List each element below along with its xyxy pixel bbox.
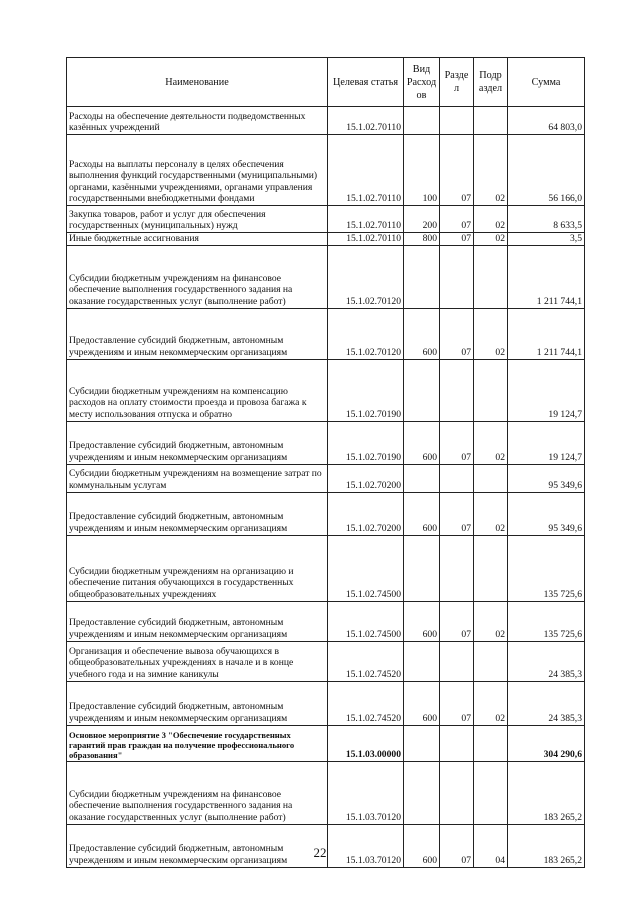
table-row — [67, 359, 585, 421]
row-name: Субсидии бюджетным учреждениям на возмещение затрат по коммунальным услугам — [67, 464, 328, 492]
row-name: Субсидии бюджетным учреждениям на организацию и обеспечение питания обучающихся в государственных общеобразовательных учреждениях — [67, 535, 328, 601]
row-section — [440, 245, 474, 308]
header-target-article: Целевая статья — [328, 58, 404, 107]
row-sum: 56 166,0 — [508, 135, 585, 206]
row-section: 07 — [440, 135, 474, 206]
row-section — [440, 535, 474, 601]
row-expense-type: 200 — [404, 206, 440, 233]
row-expense-type: 600 — [404, 824, 440, 867]
row-subsection: 02 — [474, 601, 508, 641]
row-subsection — [474, 641, 508, 681]
row-section — [440, 107, 474, 135]
table-row — [67, 492, 585, 535]
row-sum: 19 124,7 — [508, 359, 585, 421]
row-name: Предоставление субсидий бюджетным, автономным учреждениям и иным некоммерческим организациям — [67, 492, 328, 535]
row-subsection — [474, 464, 508, 492]
row-section — [440, 464, 474, 492]
row-name: Субсидии бюджетным учреждениям на компенсацию расходов на оплату стоимости проезда и провоза багажа к месту использования отпуска и обратно — [67, 359, 328, 421]
budget-table — [66, 57, 585, 868]
row-subsection — [474, 359, 508, 421]
row-target-article: 15.1.03.70120 — [328, 824, 404, 867]
row-target-article: 15.1.02.70200 — [328, 492, 404, 535]
row-name: Субсидии бюджетным учреждениям на финансовое обеспечение выполнения государственного задания на оказание государственных услуг (выполнение работ) — [67, 761, 328, 824]
row-subsection: 02 — [474, 206, 508, 233]
row-target-article: 15.1.02.70190 — [328, 421, 404, 464]
row-subsection: 02 — [474, 681, 508, 725]
row-sum: 95 349,6 — [508, 464, 585, 492]
table-row — [67, 107, 585, 135]
table-row — [67, 601, 585, 641]
row-name: Организация и обеспечение вывоза обучающихся в общеобразовательных учреждениях в начале и в конце учебного года и на зимние каникулы — [67, 641, 328, 681]
row-target-article: 15.1.02.74500 — [328, 535, 404, 601]
row-name: Закупка товаров, работ и услуг для обеспечения государственных (муниципальных) нужд — [67, 206, 328, 233]
row-section — [440, 761, 474, 824]
row-sum: 135 725,6 — [508, 601, 585, 641]
page-number: 22 — [313, 845, 327, 860]
row-section: 07 — [440, 308, 474, 359]
row-sum: 304 290,6 — [508, 725, 585, 761]
row-subsection — [474, 535, 508, 601]
table-row — [67, 135, 585, 206]
row-sum: 95 349,6 — [508, 492, 585, 535]
row-name: Предоставление субсидий бюджетным, автономным учреждениям и иным некоммерческим организациям — [67, 421, 328, 464]
row-expense-type: 800 — [404, 233, 440, 246]
row-name: Предоставление субсидий бюджетным, автономным учреждениям и иным некоммерческим организациям — [67, 824, 328, 867]
row-subsection: 02 — [474, 308, 508, 359]
table-row — [67, 641, 585, 681]
row-sum: 24 385,3 — [508, 641, 585, 681]
row-target-article: 15.1.02.74520 — [328, 641, 404, 681]
row-name: Расходы на обеспечение деятельности подведомственных казённых учреждений — [67, 107, 328, 135]
row-sum: 183 265,2 — [508, 761, 585, 824]
row-name: Предоставление субсидий бюджетным, автономным учреждениям и иным некоммерческим организациям — [67, 681, 328, 725]
table-row — [67, 681, 585, 725]
table-row — [67, 206, 585, 233]
row-section — [440, 725, 474, 761]
table-row — [67, 308, 585, 359]
row-expense-type — [404, 725, 440, 761]
row-expense-type: 600 — [404, 421, 440, 464]
row-expense-type: 600 — [404, 492, 440, 535]
row-expense-type: 600 — [404, 681, 440, 725]
row-subsection — [474, 107, 508, 135]
row-name: Расходы на выплаты персоналу в целях обеспечения выполнения функций государственными (муниципальными) органами, казёнными учреждениями, органами управления государственными внебюджетными фондами — [67, 135, 328, 206]
row-sum: 24 385,3 — [508, 681, 585, 725]
row-name: Основное мероприятие 3 "Обеспечение государственных гарантий прав граждан на получение профессионального образования" — [67, 725, 328, 761]
row-sum: 19 124,7 — [508, 421, 585, 464]
row-expense-type — [404, 107, 440, 135]
row-sum: 8 633,5 — [508, 206, 585, 233]
row-name: Субсидии бюджетным учреждениям на финансовое обеспечение выполнения государственного задания на оказание государственных услуг (выполнение работ) — [67, 245, 328, 308]
table-row — [67, 725, 585, 761]
row-expense-type — [404, 641, 440, 681]
row-section: 07 — [440, 824, 474, 867]
row-subsection: 02 — [474, 421, 508, 464]
table-row — [67, 233, 585, 246]
table-row — [67, 421, 585, 464]
row-subsection — [474, 725, 508, 761]
table-row — [67, 464, 585, 492]
row-section — [440, 359, 474, 421]
row-subsection: 04 — [474, 824, 508, 867]
row-sum: 183 265,2 — [508, 824, 585, 867]
row-section: 07 — [440, 681, 474, 725]
row-subsection — [474, 761, 508, 824]
table-row — [67, 245, 585, 308]
row-subsection — [474, 245, 508, 308]
row-expense-type: 100 — [404, 135, 440, 206]
row-name: Иные бюджетные ассигнования — [67, 233, 328, 246]
header-expense-type: Вид Расход ов — [404, 58, 440, 107]
header-subsection: Подр аздел — [474, 58, 508, 107]
row-name: Предоставление субсидий бюджетным, автономным учреждениям и иным некоммерческим организациям — [67, 601, 328, 641]
header-section: Разде л — [440, 58, 474, 107]
row-target-article: 15.1.02.70110 — [328, 233, 404, 246]
row-sum: 1 211 744,1 — [508, 308, 585, 359]
row-section: 07 — [440, 233, 474, 246]
row-target-article: 15.1.02.70200 — [328, 464, 404, 492]
row-target-article: 15.1.02.70110 — [328, 107, 404, 135]
row-section: 07 — [440, 421, 474, 464]
row-expense-type — [404, 359, 440, 421]
row-target-article: 15.1.02.70110 — [328, 135, 404, 206]
header-sum: Сумма — [508, 58, 585, 107]
row-expense-type: 600 — [404, 308, 440, 359]
row-name: Предоставление субсидий бюджетным, автономным учреждениям и иным некоммерческим организациям — [67, 308, 328, 359]
table-header-row — [67, 58, 585, 107]
row-section: 07 — [440, 492, 474, 535]
header-name: Наименование — [67, 58, 328, 107]
row-expense-type: 600 — [404, 601, 440, 641]
row-expense-type — [404, 535, 440, 601]
row-subsection: 02 — [474, 233, 508, 246]
row-target-article: 15.1.02.70120 — [328, 245, 404, 308]
table-row — [67, 761, 585, 824]
row-section: 07 — [440, 601, 474, 641]
row-sum: 3,5 — [508, 233, 585, 246]
row-expense-type — [404, 464, 440, 492]
row-subsection: 02 — [474, 492, 508, 535]
row-section — [440, 641, 474, 681]
row-sum: 1 211 744,1 — [508, 245, 585, 308]
row-sum: 135 725,6 — [508, 535, 585, 601]
row-target-article: 15.1.02.74520 — [328, 681, 404, 725]
row-target-article: 15.1.03.70120 — [328, 761, 404, 824]
row-target-article: 15.1.02.74500 — [328, 601, 404, 641]
row-expense-type — [404, 761, 440, 824]
row-target-article: 15.1.02.70110 — [328, 206, 404, 233]
row-expense-type — [404, 245, 440, 308]
row-subsection: 02 — [474, 135, 508, 206]
row-section: 07 — [440, 206, 474, 233]
row-target-article: 15.1.02.70190 — [328, 359, 404, 421]
row-target-article: 15.1.03.00000 — [328, 725, 404, 761]
table-row — [67, 535, 585, 601]
row-target-article: 15.1.02.70120 — [328, 308, 404, 359]
row-sum: 64 803,0 — [508, 107, 585, 135]
